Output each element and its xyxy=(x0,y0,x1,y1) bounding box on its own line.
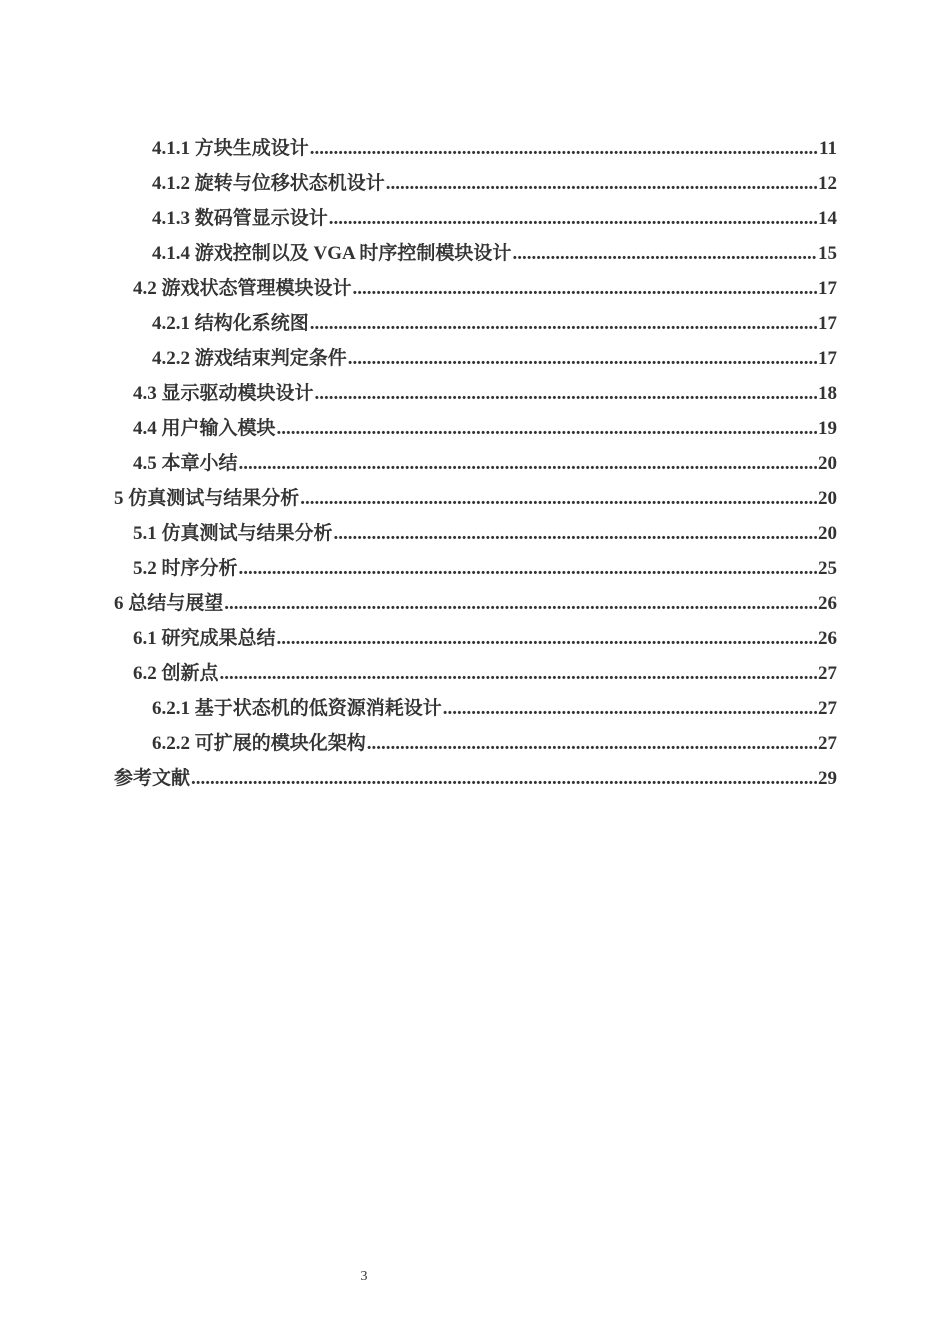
toc-entry-title: 6 总结与展望 xyxy=(114,593,224,614)
toc-dot-leader xyxy=(315,376,817,411)
toc-entry[interactable] xyxy=(114,166,837,201)
toc-entry-page: 26 xyxy=(818,593,837,614)
toc-entry[interactable] xyxy=(114,306,837,341)
toc-entry-title: 6.2 创新点 xyxy=(133,663,219,684)
toc-entry-page: 27 xyxy=(818,698,837,719)
toc-entry-page: 19 xyxy=(818,418,837,439)
table-of-contents xyxy=(114,131,837,796)
toc-entry[interactable] xyxy=(114,201,837,236)
toc-entry-title: 4.2.2 游戏结束判定条件 xyxy=(152,348,347,369)
toc-dot-leader xyxy=(353,271,817,306)
toc-entry-page: 25 xyxy=(818,558,837,579)
toc-entry-title: 5.2 时序分析 xyxy=(133,558,238,579)
toc-entry[interactable] xyxy=(114,411,837,446)
toc-entry-title: 4.5 本章小结 xyxy=(133,453,238,474)
toc-entry-page: 17 xyxy=(818,278,837,299)
toc-entry[interactable] xyxy=(114,551,837,586)
toc-entry[interactable] xyxy=(114,271,837,306)
toc-entry-title: 4.1.3 数码管显示设计 xyxy=(152,208,328,229)
toc-entry[interactable] xyxy=(114,656,837,691)
toc-dot-leader xyxy=(310,306,817,341)
toc-entry-page: 17 xyxy=(818,348,837,369)
toc-entry-title: 参考文献 xyxy=(114,768,191,789)
toc-dot-leader xyxy=(367,726,817,761)
toc-entry[interactable] xyxy=(114,131,837,166)
toc-entry[interactable] xyxy=(114,726,837,761)
toc-entry[interactable] xyxy=(114,446,837,481)
toc-entry-page: 27 xyxy=(818,733,837,754)
toc-dot-leader xyxy=(277,411,817,446)
toc-entry-title: 6.2.2 可扩展的模块化架构 xyxy=(152,733,366,754)
toc-dot-leader xyxy=(310,131,818,166)
toc-dot-leader xyxy=(443,691,817,726)
toc-entry[interactable] xyxy=(114,516,837,551)
toc-entry[interactable] xyxy=(114,691,837,726)
toc-entry[interactable] xyxy=(114,341,837,376)
toc-entry[interactable] xyxy=(114,481,837,516)
page-number: 3 xyxy=(360,1269,368,1284)
toc-dot-leader xyxy=(386,166,817,201)
toc-entry-page: 29 xyxy=(818,768,837,789)
toc-entry[interactable] xyxy=(114,761,837,796)
toc-entry-title: 4.2 游戏状态管理模块设计 xyxy=(133,278,352,299)
toc-dot-leader xyxy=(334,516,817,551)
toc-entry-page: 20 xyxy=(818,488,837,509)
toc-entry-title: 5 仿真测试与结果分析 xyxy=(114,488,300,509)
toc-dot-leader xyxy=(224,586,817,621)
toc-entry-page: 26 xyxy=(818,628,837,649)
toc-entry-title: 4.3 显示驱动模块设计 xyxy=(133,383,314,404)
toc-entry[interactable] xyxy=(114,376,837,411)
toc-entry-title: 4.2.1 结构化系统图 xyxy=(152,313,309,334)
toc-entry-page: 20 xyxy=(818,523,837,544)
toc-dot-leader xyxy=(220,656,817,691)
toc-entry-title: 6.2.1 基于状态机的低资源消耗设计 xyxy=(152,698,442,719)
toc-dot-leader xyxy=(239,446,817,481)
toc-entry-title: 4.1.4 游戏控制以及 VGA 时序控制模块设计 xyxy=(152,243,512,264)
toc-dot-leader xyxy=(300,481,817,516)
toc-entry-title: 5.1 仿真测试与结果分析 xyxy=(133,523,333,544)
toc-dot-leader xyxy=(512,236,817,271)
toc-dot-leader xyxy=(239,551,817,586)
toc-entry-title: 4.4 用户输入模块 xyxy=(133,418,276,439)
toc-entry[interactable] xyxy=(114,586,837,621)
toc-entry-page: 20 xyxy=(818,453,837,474)
toc-entry-page: 18 xyxy=(818,383,837,404)
toc-entry-page: 27 xyxy=(818,663,837,684)
toc-dot-leader xyxy=(277,621,817,656)
toc-entry-title: 6.1 研究成果总结 xyxy=(133,628,276,649)
toc-dot-leader xyxy=(329,201,817,236)
toc-entry-page: 11 xyxy=(819,138,837,159)
toc-entry-page: 17 xyxy=(818,313,837,334)
toc-dot-leader xyxy=(191,761,817,796)
toc-entry-page: 14 xyxy=(818,208,837,229)
toc-entry-title: 4.1.2 旋转与位移状态机设计 xyxy=(152,173,385,194)
toc-entry-page: 12 xyxy=(818,173,837,194)
toc-entry-page: 15 xyxy=(818,243,837,264)
toc-entry[interactable] xyxy=(114,236,837,271)
toc-entry-title: 4.1.1 方块生成设计 xyxy=(152,138,309,159)
toc-dot-leader xyxy=(348,341,817,376)
toc-entry[interactable] xyxy=(114,621,837,656)
